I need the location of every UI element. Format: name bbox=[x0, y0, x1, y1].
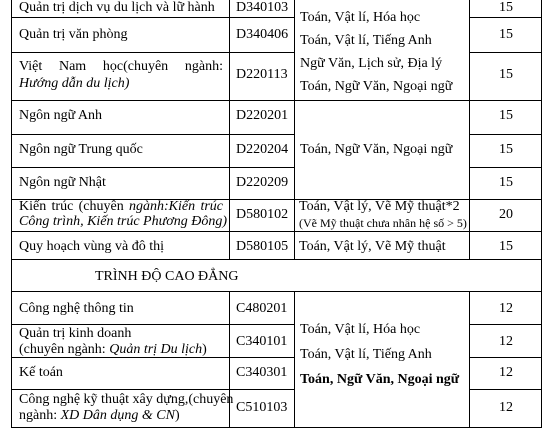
subject-combination: Ngữ Văn, Lịch sử, Địa lý bbox=[300, 56, 443, 71]
program-name-line1: Kiến trúc (chuyên ngành:Kiến trúc bbox=[19, 199, 223, 214]
subject-note: (Vẽ Mỹ thuật chưa nhân hệ số > 5) bbox=[299, 216, 467, 230]
program-name: Công nghệ thông tin bbox=[19, 301, 134, 316]
program-code: D220113 bbox=[236, 67, 288, 82]
subject-combination: Toán, Vật lý, Vẽ Mỹ thuật*2 bbox=[299, 199, 460, 214]
subject-combination: Toán, Ngữ Văn, Ngoại ngữ bbox=[300, 142, 453, 157]
subject-combination: Toán, Vật lý, Vẽ Mỹ thuật bbox=[299, 239, 446, 254]
program-code: D580102 bbox=[236, 207, 289, 222]
program-code: D340103 bbox=[236, 0, 289, 15]
program-quota: 15 bbox=[499, 67, 513, 82]
program-name-line2: (chuyên ngành: Quản trị Du lịch) bbox=[19, 342, 207, 357]
program-name: Ngôn ngữ Anh bbox=[19, 108, 103, 123]
subject-combination: Toán, Ngữ Văn, Ngoại ngữ bbox=[300, 372, 460, 387]
subject-combination: Toán, Vật lí, Tiếng Anh bbox=[300, 33, 432, 48]
program-name-line1: Quản trị kinh doanh bbox=[19, 326, 132, 341]
subject-combination: Toán, Vật lí, Hóa học bbox=[300, 322, 421, 337]
program-quota: 12 bbox=[499, 334, 513, 349]
section-heading: TRÌNH ĐỘ CAO ĐẲNG bbox=[95, 269, 239, 284]
program-code: C480201 bbox=[236, 301, 288, 316]
program-quota: 15 bbox=[499, 175, 513, 190]
subject-combination: Toán, Vật lí, Tiếng Anh bbox=[300, 347, 432, 362]
program-name: Quy hoạch vùng và đô thị bbox=[19, 239, 165, 254]
program-code: D220201 bbox=[236, 108, 289, 123]
program-name-line1: Việt Nam học(chuyên ngành: bbox=[19, 59, 223, 74]
program-code: D340406 bbox=[236, 27, 289, 42]
program-quota: 20 bbox=[499, 207, 513, 222]
program-name: Quản trị văn phòng bbox=[19, 27, 128, 42]
program-code: C340101 bbox=[236, 334, 288, 349]
program-name-line2: ngành: XD Dân dụng & CN) bbox=[19, 408, 180, 423]
program-quota: 15 bbox=[499, 239, 513, 254]
program-code: D220209 bbox=[236, 175, 289, 190]
program-name: Ngôn ngữ Trung quốc bbox=[19, 142, 143, 157]
program-code: D220204 bbox=[236, 142, 289, 157]
subject-combination: Toán, Ngữ Văn, Ngoại ngữ bbox=[300, 79, 453, 94]
program-quota: 15 bbox=[499, 27, 513, 42]
program-code: C340301 bbox=[236, 365, 288, 380]
program-quota: 15 bbox=[499, 0, 513, 15]
program-quota: 12 bbox=[499, 400, 513, 415]
program-name: Quản trị dịch vụ du lịch và lữ hành bbox=[19, 0, 215, 15]
program-name-line2: Công trình, Kiến trúc Phương Đông) bbox=[19, 214, 227, 229]
program-quota: 15 bbox=[499, 108, 513, 123]
program-name-line2: Hướng dẫn du lịch) bbox=[19, 76, 130, 91]
program-name: Ngôn ngữ Nhật bbox=[19, 175, 106, 190]
program-quota: 15 bbox=[499, 142, 513, 157]
program-code: D580105 bbox=[236, 239, 289, 254]
program-name-line1: Công nghệ kỹ thuật xây dựng,(chuyên bbox=[19, 392, 234, 407]
program-code: C510103 bbox=[236, 400, 288, 415]
program-name: Kế toán bbox=[19, 365, 63, 380]
program-quota: 12 bbox=[499, 301, 513, 316]
program-quota: 12 bbox=[499, 365, 513, 380]
subject-combination: Toán, Vật lí, Hóa học bbox=[300, 10, 421, 25]
